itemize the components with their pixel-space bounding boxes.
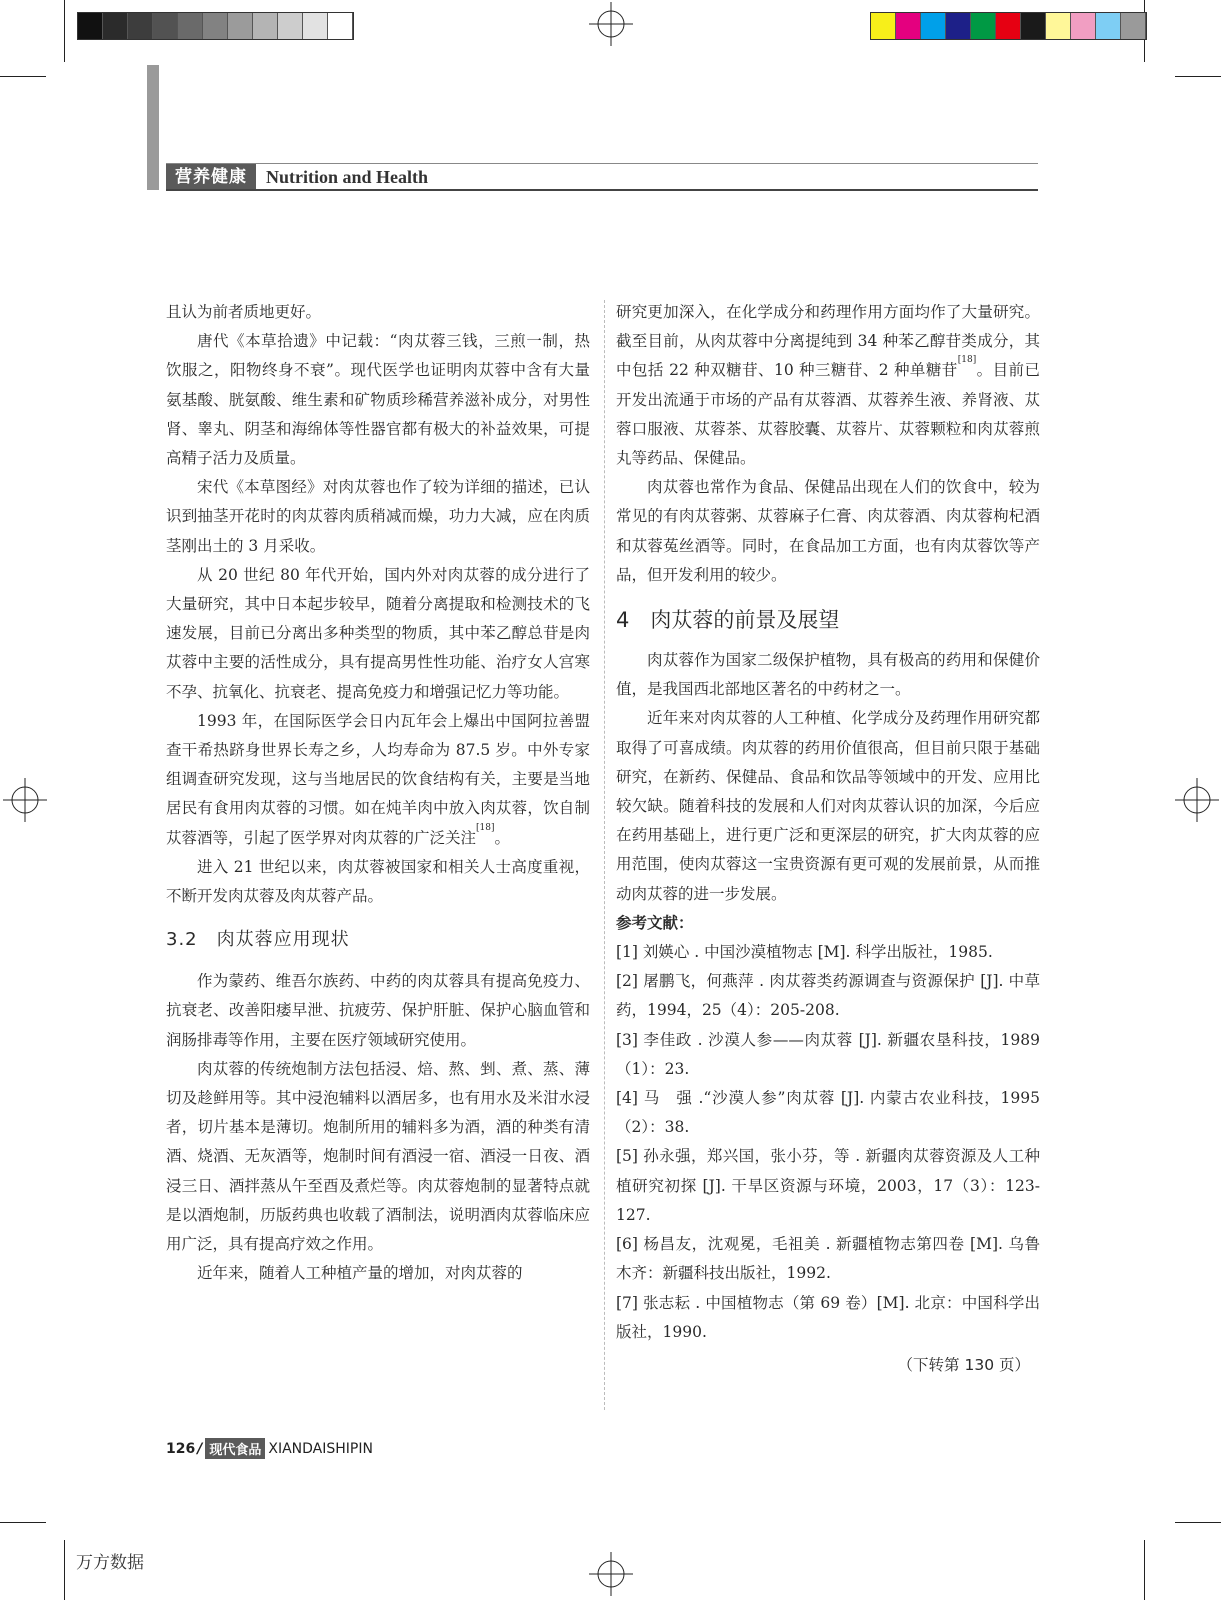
paragraph: 从 20 世纪 80 年代开始，国内外对肉苁蓉的成分进行了大量研究，其中日本起步较早，随着分离提取和检测技术的飞速发展，目前已分离出多种类型的物质，其中苯乙醇总苷是肉苁蓉中主要的活性成分，具有提高男性性功能、治疗女人宫寒不孕、抗氧化、抗衰老、提高免疫力和增强记忆力等功能。: [166, 565, 590, 701]
color-swatch: [996, 13, 1021, 39]
color-swatch: [228, 13, 253, 39]
color-swatch: [1121, 13, 1146, 39]
grayscale-color-bar: [77, 12, 354, 40]
registration-mark-icon: [589, 2, 633, 46]
citation: [18]: [476, 822, 495, 833]
reference-item: [7] 张志耘 . 中国植物志（第 69 卷）[M]. 北京：中国科学出版社，1990.: [616, 1293, 1040, 1341]
header-rule-bottom: [166, 189, 1038, 191]
paragraph: 肉苁蓉也常作为食品、保健品出现在人们的饮食中，较为常见的有肉苁蓉粥、苁蓉麻子仁膏、肉苁蓉酒、肉苁蓉枸杞酒和苁蓉菟丝酒等。同时，在食品加工方面，也有肉苁蓉饮等产品，但开发利用的较少。: [616, 478, 1040, 584]
paragraph-text: 1993 年，在国际医学会日内瓦年会上爆出中国阿拉善盟查干希热跻身世界长寿之乡，人均寿命为 87.5 岁。中外专家组调查研究发现，这与当地居民的饮食结构有关，主要是当地居民有食用肉苁蓉的习惯。如在炖羊肉中放入肉苁蓉，饮自制苁蓉酒等，引起了医学界对肉苁蓉的广泛关注: [166, 711, 590, 847]
color-swatch: [303, 13, 328, 39]
color-swatch: [921, 13, 946, 39]
crop-mark: [64, 0, 65, 62]
header-accent-strip: [147, 65, 159, 190]
crop-mark: [1175, 76, 1221, 77]
color-swatch: [103, 13, 128, 39]
paragraph: 进入 21 世纪以来，肉苁蓉被国家和相关人士高度重视，不断开发肉苁蓉及肉苁蓉产品。: [166, 857, 590, 906]
color-swatch: [1021, 13, 1046, 39]
crop-mark: [0, 76, 46, 77]
reference-item: [5] 孙永强，郑兴国，张小芬，等 . 新疆肉苁蓉资源及人工种植研究初探 [J]. 干旱区资源与环境，2003，17（3）：123-127.: [616, 1147, 1040, 1224]
reference-item: [1] 刘媖心 . 中国沙漠植物志 [M]. 科学出版社，1985.: [616, 943, 993, 962]
section-heading-3-2: 3.2 肉苁蓉应用现状: [166, 929, 350, 951]
color-swatch: [153, 13, 178, 39]
header-rule-top: [166, 163, 1038, 164]
process-color-bar: [870, 12, 1147, 40]
color-swatch: [896, 13, 921, 39]
paragraph: 近年来，随着人工种植产量的增加，对肉苁蓉的: [197, 1264, 523, 1283]
crop-mark: [64, 1540, 65, 1600]
paragraph: [616, 298, 1040, 473]
paragraph: 肉苁蓉的传统炮制方法包括浸、焙、熬、剉、煮、蒸、薄切及趁鲜用等。其中浸泡辅料以酒居多，也有用水及米泔水浸者，切片基本是薄切。炮制所用的辅料多为酒，酒的种类有清酒、烧酒、无灰酒等，炮制时间有酒浸一宿、酒浸一日夜、酒浸三日、酒拌蒸从午至酉及煮烂等。肉苁蓉炮制的显著特点就是以酒炮制，历版药典也收载了酒制法，说明酒肉苁蓉临床应用广泛，具有提高疗效之作用。: [166, 1059, 590, 1254]
crop-mark: [1144, 1540, 1145, 1600]
color-swatch: [1071, 13, 1096, 39]
continued-note: （下转第 130 页）: [897, 1355, 1030, 1374]
magazine-name-pinyin: XIANDAISHIPIN: [268, 1440, 373, 1457]
left-column: [166, 298, 590, 1289]
crop-mark: [0, 1522, 46, 1523]
color-swatch: [1096, 13, 1121, 39]
magazine-name-cn: 现代食品: [205, 1438, 265, 1459]
crop-mark: [1175, 1522, 1221, 1523]
color-swatch: [946, 13, 971, 39]
paragraph-text: 。: [494, 828, 511, 847]
registration-mark-icon: [3, 778, 47, 822]
footer-slash: /: [197, 1440, 203, 1457]
paragraph-text: 。目前已开发出流通于市场的产品有苁蓉酒、苁蓉养生液、养肾液、苁蓉口服液、苁蓉茶、苁蓉胶囊、苁蓉片、苁蓉颗粒和肉苁蓉煎丸等药品、保健品。: [616, 361, 1040, 468]
references-heading: 参考文献：: [616, 913, 694, 932]
paragraph-text: 研究更加深入，在化学成分和药理作用方面均作了大量研究。截至目前，从肉苁蓉中分离提纯到 34 种苯乙醇苷类成分，其中包括 22 种双糖苷、10 种三糖苷、2 种单糖苷: [616, 303, 1040, 380]
reference-item: [4] 马 强 .“沙漠人参”肉苁蓉 [J]. 内蒙古农业科技，1995（2）：38.: [616, 1089, 1040, 1137]
section-title-en: Nutrition and Health: [266, 167, 429, 187]
reference-item: [2] 屠鹏飞，何燕萍 . 肉苁蓉类药源调查与资源保护 [J]. 中草药，1994，25（4）：205-208.: [616, 972, 1040, 1020]
paragraph: 近年来对肉苁蓉的人工种植、化学成分及药理作用研究都取得了可喜成绩。肉苁蓉的药用价值很高，但目前只限于基础研究，在新药、保健品、食品和饮品等领域中的开发、应用比较欠缺。随着科技的发展和人们对肉苁蓉认识的加深，今后应在药用基础上，进行更广泛和更深层的研究，扩大肉苁蓉的应用范围，使肉苁蓉这一宝贵资源有更可观的发展前景，从而推动肉苁蓉的进一步发展。: [616, 709, 1040, 903]
registration-mark-icon: [1175, 778, 1219, 822]
right-column: [616, 298, 1040, 1380]
color-swatch: [278, 13, 303, 39]
section-heading-4: 4 肉苁蓉的前景及展望: [616, 608, 840, 633]
watermark-text: 万方数据: [76, 1553, 144, 1573]
color-swatch: [203, 13, 228, 39]
color-swatch: [328, 13, 353, 39]
color-swatch: [253, 13, 278, 39]
page-footer: [166, 1438, 373, 1459]
section-tag-cn: 营养健康: [166, 164, 256, 190]
paragraph: 肉苁蓉作为国家二级保护植物，具有极高的药用和保健价值，是我国西北部地区著名的中药材之一。: [616, 651, 1040, 699]
paragraph: 宋代《本草图经》对肉苁蓉也作了较为详细的描述，已认识到抽茎开花时的肉苁蓉肉质稍减而燥，功力大减，应在肉质茎刚出土的 3 月采收。: [166, 478, 590, 555]
paragraph: [166, 707, 590, 853]
column-divider: [604, 300, 605, 1410]
registration-mark-icon: [589, 1552, 633, 1596]
paragraph: 唐代《本草拾遗》中记载：“肉苁蓉三钱，三煎一制，热饮服之，阳物终身不衰”。现代医学也证明肉苁蓉中含有大量氨基酸、胱氨酸、维生素和矿物质珍稀营养滋补成分，对男性肾、睾丸、阴茎和海绵体等性器官都有极大的补益效果，可提高精子活力及质量。: [166, 332, 590, 468]
paragraph: 且认为前者质地更好。: [166, 303, 322, 321]
reference-item: [3] 李佳政 . 沙漠人参——肉苁蓉 [J]. 新疆农垦科技，1989（1）：23.: [616, 1030, 1040, 1078]
color-swatch: [871, 13, 896, 39]
color-swatch: [178, 13, 203, 39]
reference-item: [6] 杨昌友，沈观冕，毛祖美 . 新疆植物志第四卷 [M]. 乌鲁木齐：新疆科技出版社，1992.: [616, 1235, 1040, 1283]
paragraph: 作为蒙药、维吾尔族药、中药的肉苁蓉具有提高免疫力、抗衰老、改善阳痿早泄、抗疲劳、保护肝脏、保护心脑血管和润肠排毒等作用，主要在医疗领域研究使用。: [166, 972, 590, 1049]
citation: [18]: [957, 355, 977, 366]
color-swatch: [1046, 13, 1071, 39]
color-swatch: [78, 13, 103, 39]
color-swatch: [128, 13, 153, 39]
page-number: 126: [166, 1440, 196, 1457]
color-swatch: [971, 13, 996, 39]
